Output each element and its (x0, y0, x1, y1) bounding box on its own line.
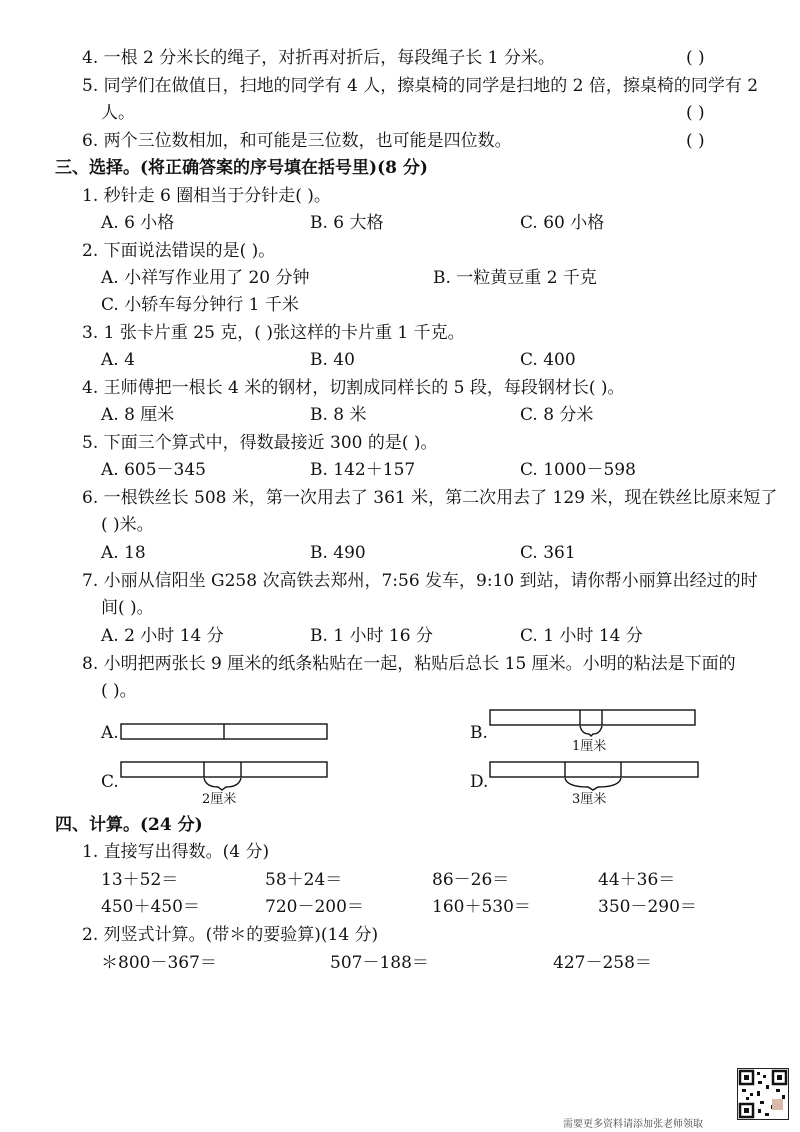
judge-q5-line2: 人。 (101, 103, 135, 123)
q8-option-b-label[interactable]: B. (470, 723, 488, 743)
choice-q8-line2: ( )。 (101, 681, 137, 701)
choice-q1: 1. 秒针走 6 圈相当于分针走( )。 (82, 186, 331, 206)
choice-q6-option-b[interactable]: B. 490 (310, 543, 366, 563)
choice-q6-line1: 6. 一根铁丝长 508 米，第一次用去了 361 米，第二次用去了 129 米，现在铁丝比原来短了 (82, 488, 778, 508)
choice-q2-option-a[interactable]: A. 小祥写作业用了 20 分钟 (101, 268, 310, 288)
choice-q7-option-a[interactable]: A. 2 小时 14 分 (101, 626, 224, 646)
choice-q4-option-a[interactable]: A. 8 厘米 (101, 405, 175, 425)
oral-calc-item[interactable]: 720－200＝ (265, 897, 364, 917)
choice-q3-option-a[interactable]: A. 4 (101, 350, 135, 370)
judge-q4: 4. 一根 2 分米长的绳子，对折再对折后，每段绳子长 1 分米。 (82, 48, 555, 68)
choice-q3: 3. 1 张卡片重 25 克，( )张这样的卡片重 1 千克。 (82, 323, 465, 343)
choice-q5-option-b[interactable]: B. 142＋157 (310, 460, 416, 480)
choice-q5-option-c[interactable]: C. 1000－598 (520, 460, 636, 480)
strip-diagram-a (121, 724, 327, 739)
choice-q2-option-c[interactable]: C. 小轿车每分钟行 1 千米 (101, 295, 299, 315)
vertical-calc-item[interactable]: ＊800－367＝ (101, 953, 217, 973)
calc-sub1-title: 1. 直接写出得数。(4 分) (82, 842, 270, 862)
section-calc-heading: 四、计算。(24 分) (55, 815, 203, 835)
q8-option-a-label[interactable]: A. (101, 723, 119, 743)
choice-q7-line2: 间( )。 (101, 598, 154, 618)
strip-d-overlap-label: 3厘米 (572, 792, 607, 807)
strip-c-overlap-label: 2厘米 (202, 792, 237, 807)
choice-q1-option-b[interactable]: B. 6 大格 (310, 213, 384, 233)
choice-q1-option-c[interactable]: C. 60 小格 (520, 213, 605, 233)
section-choice-heading: 三、选择。(将正确答案的序号填在括号里)(8 分) (55, 158, 428, 178)
choice-q6-option-c[interactable]: C. 361 (520, 543, 576, 563)
choice-q7-option-c[interactable]: C. 1 小时 14 分 (520, 626, 643, 646)
vertical-calc-item[interactable]: 507－188＝ (330, 953, 429, 973)
choice-q6-line2: ( )米。 (101, 515, 154, 535)
choice-q2: 2. 下面说法错误的是( )。 (82, 241, 276, 261)
choice-q8-line1: 8. 小明把两张长 9 厘米的纸条粘贴在一起，粘贴后总长 15 厘米。小明的粘法是下面的 (82, 654, 736, 674)
judge-q5-line1: 5. 同学们在做值日，扫地的同学有 4 人，擦桌椅的同学是扫地的 2 倍，擦桌椅的同学有 2 (82, 76, 759, 96)
choice-q4-option-b[interactable]: B. 8 米 (310, 405, 367, 425)
strip-b-overlap-label: 1厘米 (572, 739, 607, 754)
choice-q5: 5. 下面三个算式中，得数最接近 300 的是( )。 (82, 433, 438, 453)
choice-q2-option-b[interactable]: B. 一粒黄豆重 2 千克 (433, 268, 597, 288)
choice-q4-option-c[interactable]: C. 8 分米 (520, 405, 594, 425)
footer-note: 需要更多资料请添加张老师领取 (563, 1119, 703, 1130)
oral-calc-item[interactable]: 350－290＝ (598, 897, 697, 917)
oral-calc-item[interactable]: 44＋36＝ (598, 870, 676, 890)
oral-calc-item[interactable]: 13＋52＝ (101, 870, 179, 890)
choice-q7-option-b[interactable]: B. 1 小时 16 分 (310, 626, 433, 646)
oral-calc-item[interactable]: 450＋450＝ (101, 897, 200, 917)
choice-q6-option-a[interactable]: A. 18 (101, 543, 146, 563)
vertical-calc-item[interactable]: 427－258＝ (553, 953, 652, 973)
strip-diagram-c (121, 762, 327, 790)
q8-option-d-label[interactable]: D. (470, 772, 489, 792)
judge-q6: 6. 两个三位数相加，和可能是三位数，也可能是四位数。 (82, 131, 512, 151)
choice-q1-option-a[interactable]: A. 6 小格 (101, 213, 175, 233)
oral-calc-item[interactable]: 58＋24＝ (265, 870, 343, 890)
choice-q5-option-a[interactable]: A. 605－345 (101, 460, 206, 480)
strip-diagram-b (490, 710, 695, 736)
oral-calc-item[interactable]: 160＋530＝ (432, 897, 531, 917)
choice-q3-option-c[interactable]: C. 400 (520, 350, 576, 370)
qr-code-pattern (738, 1069, 788, 1119)
q8-option-c-label[interactable]: C. (101, 772, 119, 792)
answer-blank[interactable]: ( ) (686, 103, 705, 123)
oral-calc-item[interactable]: 86－26＝ (432, 870, 510, 890)
choice-q4: 4. 王师傅把一根长 4 米的钢材，切割成同样长的 5 段，每段钢材长( )。 (82, 378, 625, 398)
answer-blank[interactable]: ( ) (686, 131, 705, 151)
choice-q3-option-b[interactable]: B. 40 (310, 350, 355, 370)
calc-sub2-title: 2. 列竖式计算。(带＊的要验算)(14 分) (82, 925, 379, 945)
choice-q7-line1: 7. 小丽从信阳坐 G258 次高铁去郑州，7:56 发车，9:10 到站，请你帮小丽算出经过的时 (82, 571, 758, 591)
answer-blank[interactable]: ( ) (686, 48, 705, 68)
strip-diagram-d (490, 762, 698, 790)
qr-code (737, 1068, 789, 1120)
